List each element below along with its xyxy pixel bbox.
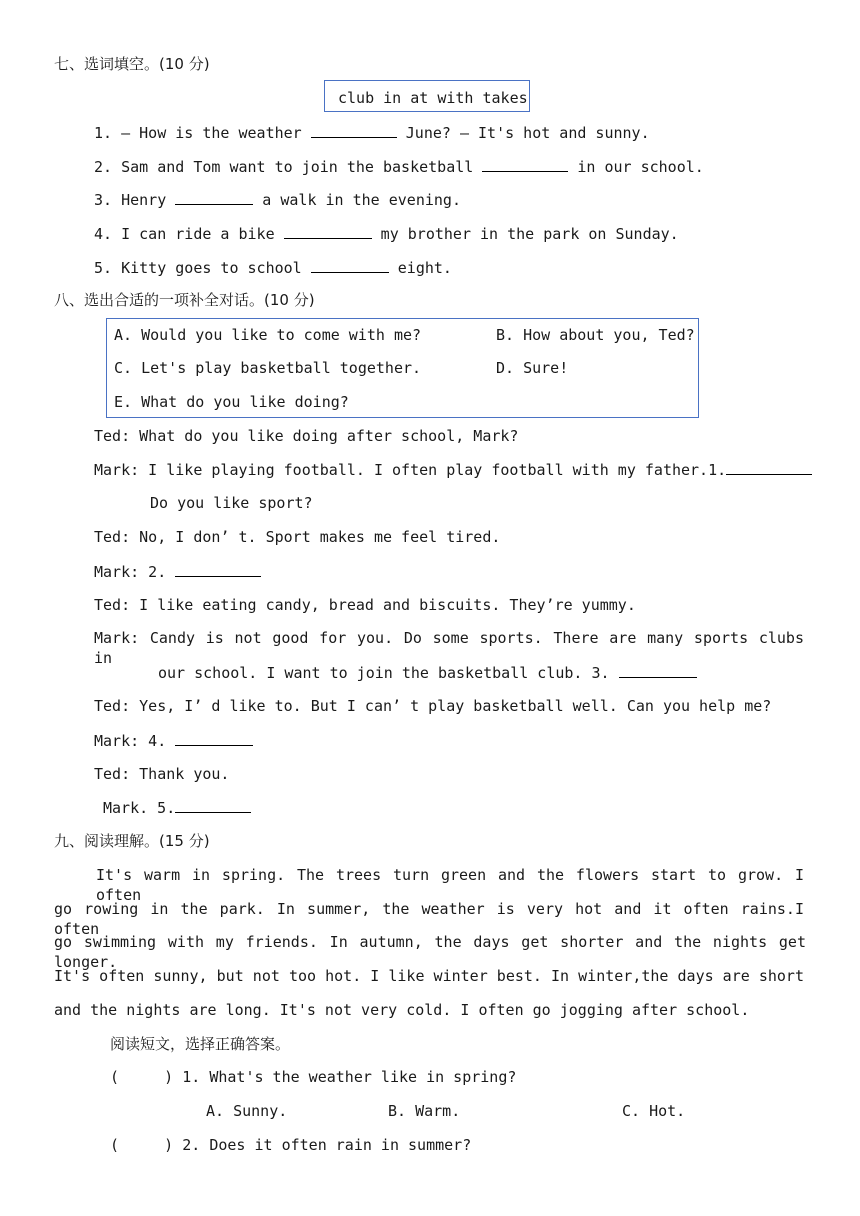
dialogue-line [103,797,251,818]
answer-blank[interactable] [482,156,568,172]
option-e: E. What do you like doing? [114,393,349,411]
s7-item-5 [94,257,452,278]
dialogue-text: Mark: I like playing football. I often play football with my father.1. [94,461,727,479]
dialogue-text: our school. I want to join the basketball club. 3. [158,664,619,682]
item-text: 5. Kitty goes to school [94,259,311,277]
dialogue-text: Mark: 4. [94,732,176,750]
question-1 [110,1067,516,1087]
section9-heading: 九、阅读理解。(15 分) [54,832,210,850]
passage-line: go rowing in the park. In summer, the weather is very hot and it often rains.I often [54,900,804,938]
option-d: D. Sure! [496,359,569,377]
s7-item-2 [94,156,704,177]
option-b: B. How about you, Ted? [496,326,695,344]
item-text: eight. [388,259,452,277]
dialogue-line: Do you like sport? [150,494,313,512]
passage-line: go swimming with my friends. In autumn, the days get shorter and the nights get longer. [54,933,806,971]
item-text: a walk in the evening. [253,191,461,209]
reading-instruction: 阅读短文，选择正确答案。 [110,1035,291,1053]
section7-heading: 七、选词填空。(10 分) [54,55,210,73]
option-c: C. Let's play basketball together. [114,359,422,377]
q1-option-a: A. Sunny. [206,1102,288,1120]
question-text: 2. Does it often rain in summer? [182,1136,472,1154]
dialogue-line: Ted: Yes, I’ d like to. But I can’ t play basketball well. Can you help me? [94,697,772,715]
answer-blank[interactable] [175,189,253,205]
item-text: 1. — How is the weather [94,124,311,142]
dialogue-text: Mark: 2. [94,563,176,581]
dialogue-line [94,730,253,751]
dialogue-line [94,561,261,582]
dialogue-text: Mark. 5. [103,799,176,817]
item-text: my brother in the park on Sunday. [371,225,679,243]
item-text: 2. Sam and Tom want to join the basketball [94,158,483,176]
item-text: 3. Henry [94,191,176,209]
option-a: A. Would you like to come with me? [114,326,422,344]
answer-blank[interactable] [175,730,253,746]
answer-blank[interactable] [284,223,372,239]
passage-line: It's warm in spring. The trees turn green and the flowers start to grow. I often [96,866,804,904]
passage-line: It's often sunny, but not too hot. I like winter best. In winter,the days are short [54,967,804,985]
q1-option-c: C. Hot. [622,1102,686,1120]
dialogue-line [94,459,812,480]
answer-blank[interactable] [175,797,251,813]
answer-blank[interactable] [311,122,397,138]
passage-line: and the nights are long. It's not very cold. I often go jogging after school. [54,1001,750,1019]
answer-blank[interactable] [175,561,261,577]
dialogue-line: Ted: What do you like doing after school, Mark? [94,427,519,445]
answer-blank[interactable] [311,257,389,273]
section8-heading: 八、选出合适的一项补全对话。(10 分) [54,291,315,309]
dialogue-line: Mark: Candy is not good for you. Do some sports. There are many sports clubs in [94,629,804,667]
item-text: 4. I can ride a bike [94,225,284,243]
s7-item-1 [94,122,650,143]
dialogue-line [158,662,697,683]
question-2 [110,1135,471,1155]
item-text: in our school. [568,158,704,176]
answer-blank[interactable] [619,662,697,678]
item-text: June? — It's hot and sunny. [396,124,650,142]
answer-bracket[interactable]: ( ) [110,1068,174,1086]
q1-option-b: B. Warm. [388,1102,461,1120]
question-text: 1. What's the weather like in spring? [182,1068,517,1086]
s7-item-4 [94,223,679,244]
word-bank: club in at with takes [338,89,528,107]
s7-item-3 [94,189,461,210]
answer-bracket[interactable]: ( ) [110,1136,174,1154]
dialogue-line: Ted: No, I don’ t. Sport makes me feel tired. [94,528,501,546]
answer-blank[interactable] [726,459,812,475]
dialogue-line: Ted: I like eating candy, bread and biscuits. They’re yummy. [94,596,636,614]
dialogue-line: Ted: Thank you. [94,765,230,783]
